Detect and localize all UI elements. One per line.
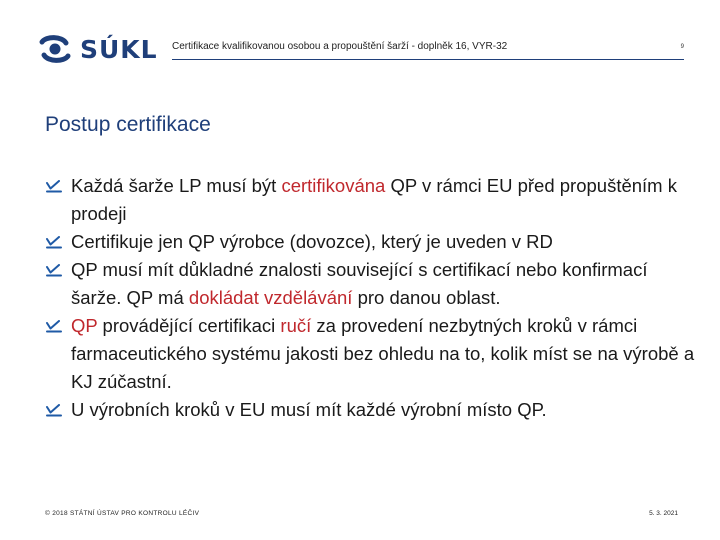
bullet-text: QP v rámci EU před propuštěním k prodeji (71, 175, 677, 224)
sukl-logo (36, 34, 158, 64)
page-number: 9 (680, 44, 684, 50)
bullet-list (45, 172, 695, 424)
slide-title: Postup certifikace (45, 113, 211, 136)
bullet-text: provádějící certifikaci (97, 315, 281, 336)
checkmark-bullet-icon (45, 236, 63, 249)
checkmark-bullet-icon (45, 404, 63, 417)
checkmark-bullet-icon (45, 320, 63, 333)
bullet-item (45, 256, 695, 312)
header-title: Certifikace kvalifikovanou osobou a propouštění šarží - doplněk 16, VYR-32 (172, 41, 508, 52)
bullet-item (45, 396, 695, 424)
bullet-item (45, 172, 695, 228)
bullet-item (45, 312, 695, 396)
checkmark-bullet-icon (45, 264, 63, 277)
checkmark-bullet-icon (45, 180, 63, 193)
bullet-item (45, 228, 695, 256)
highlight-text: dokládat vzdělávání (188, 287, 353, 308)
header-divider (172, 59, 684, 60)
bullet-text: pro danou oblast. (352, 287, 501, 308)
highlight-text: certifikována (281, 175, 386, 196)
bullet-text: Každá šarže LP musí být (71, 175, 282, 196)
highlight-text: QP (71, 315, 98, 336)
footer-copyright: © 2018 STÁTNÍ ÚSTAV PRO KONTROLU LÉČIV (45, 510, 200, 517)
sukl-logo-icon (36, 34, 74, 64)
bullet-text: za provedení nezbytných kroků v rámci farmaceutického systému jakosti bez ohledu na to, kolik míst se na výrobě a KJ zúčastní. (71, 315, 695, 392)
footer-date: 5. 3. 2021 (649, 510, 678, 517)
bullet-text: QP musí mít důkladné znalosti související s certifikací nebo konfirmací šarže. QP má (71, 259, 648, 308)
bullet-text: Certifikuje jen QP výrobce (dovozce), který je uveden v RD (71, 231, 553, 252)
logo-text: SÚKL (80, 34, 158, 64)
bullet-text: U výrobních kroků v EU musí mít každé výrobní místo QP. (71, 399, 547, 420)
highlight-text: ručí (280, 315, 312, 336)
